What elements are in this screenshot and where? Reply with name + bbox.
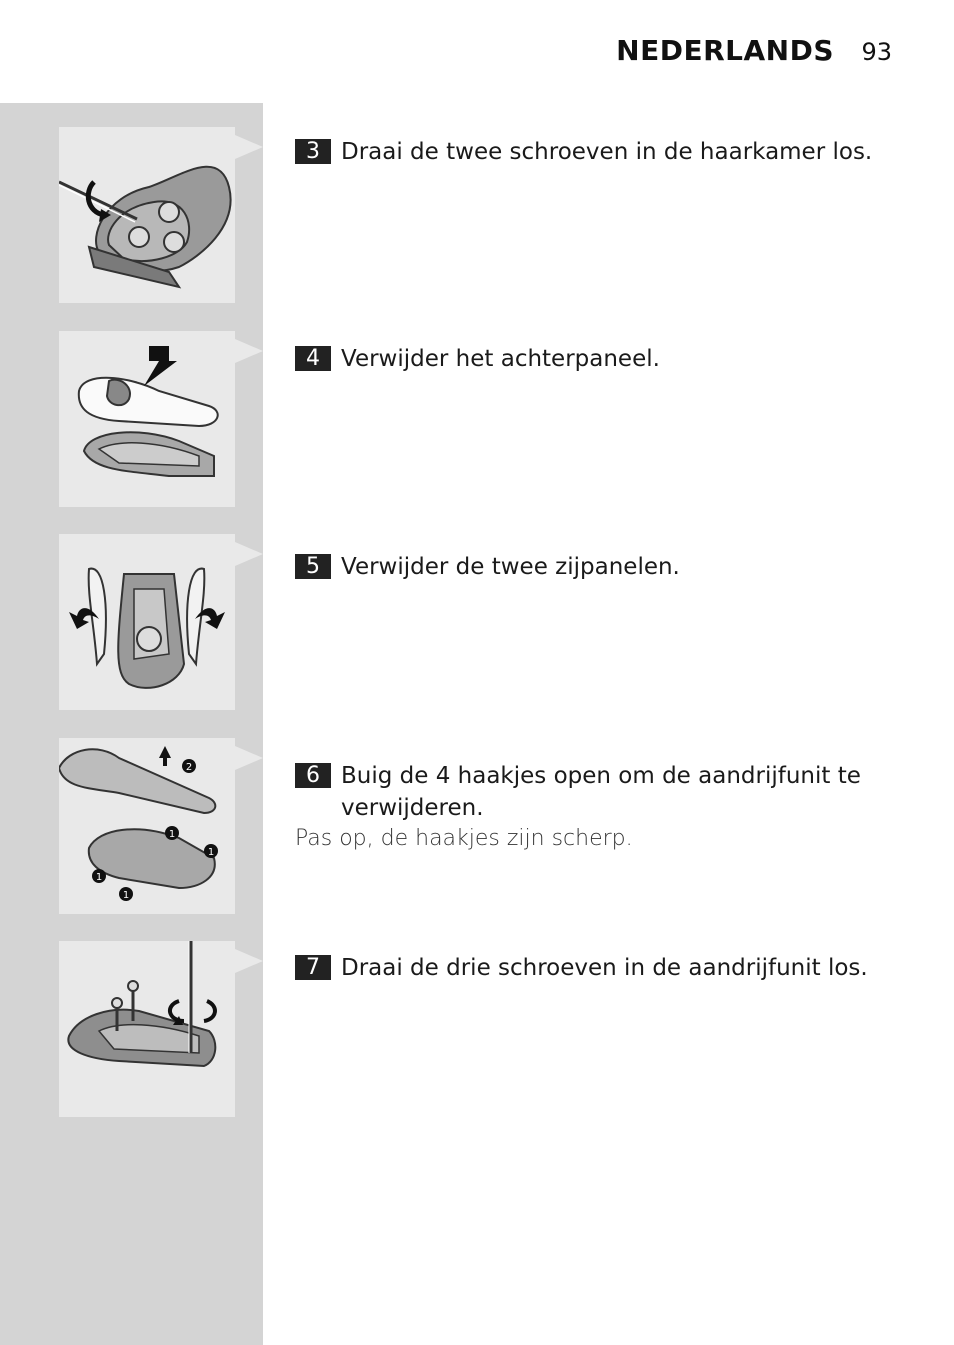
step-7 — [295, 952, 915, 984]
step-number: 5 — [295, 554, 331, 579]
callout-number: 1 — [95, 872, 103, 883]
warning-note: Pas op, de haakjes zijn scherp. — [295, 826, 633, 851]
step-text: Draai de twee schroeven in de haarkamer los. — [341, 139, 873, 165]
language-title: NEDERLANDS — [616, 34, 834, 67]
step-number: 3 — [295, 139, 331, 164]
callout-number: 1 — [122, 890, 130, 901]
step-number: 7 — [295, 955, 331, 980]
unscrew-drive-unit-icon — [59, 941, 235, 1117]
remove-side-panels-icon — [59, 534, 235, 710]
step-3 — [295, 136, 915, 168]
step-number: 4 — [295, 346, 331, 371]
page-number: 93 — [861, 38, 892, 66]
callout-number: 1 — [207, 847, 215, 858]
illustration-pointer — [235, 339, 263, 363]
step-text: Draai de drie schroeven in de aandrijfunit los. — [341, 955, 868, 981]
step-5 — [295, 551, 915, 583]
step-text: Buig de 4 haakjes open om de aandrijfunit te verwijderen. — [341, 763, 861, 821]
shaver-unscrew-hair-chamber-icon — [59, 127, 235, 303]
step-text: Verwijder het achterpaneel. — [341, 346, 660, 372]
callout-number: 2 — [185, 762, 193, 773]
illustration-pointer — [235, 746, 263, 770]
callout-number: 1 — [168, 829, 176, 840]
illustration-pointer — [235, 135, 263, 159]
step-text: Verwijder de twee zijpanelen. — [341, 554, 680, 580]
remove-back-panel-icon — [59, 331, 235, 507]
bend-hooks-drive-unit-icon — [59, 738, 235, 914]
illustration-pointer — [235, 949, 263, 973]
step-number: 6 — [295, 763, 331, 788]
step-6 — [295, 760, 915, 854]
illustration-pointer — [235, 542, 263, 566]
step-4 — [295, 343, 915, 375]
